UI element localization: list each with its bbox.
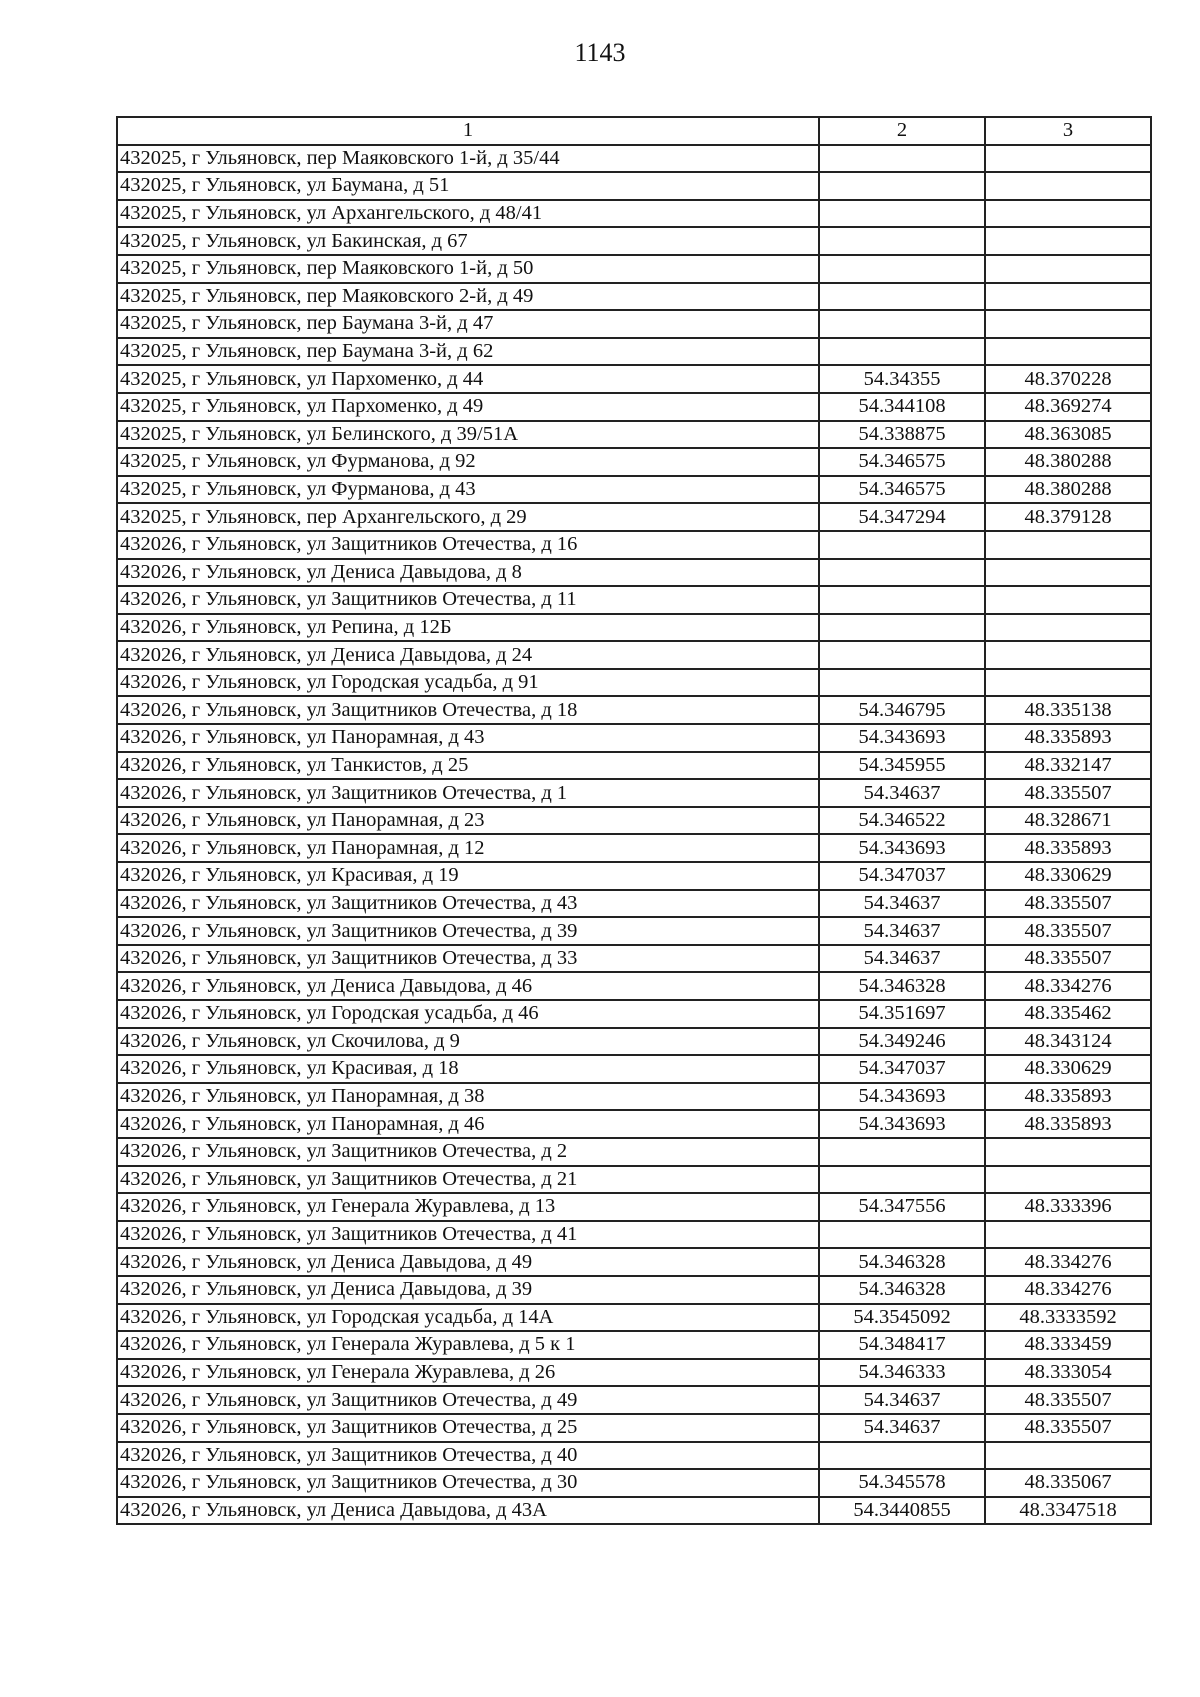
latitude-cell — [819, 172, 985, 200]
address-cell: 432026, г Ульяновск, ул Панорамная, д 38 — [117, 1083, 819, 1111]
page-number: 1143 — [574, 38, 626, 67]
address-cell: 432026, г Ульяновск, ул Панорамная, д 23 — [117, 807, 819, 835]
longitude-cell: 48.335138 — [985, 696, 1151, 724]
longitude-cell — [985, 172, 1151, 200]
table-row — [117, 834, 1151, 862]
table-row — [117, 1359, 1151, 1387]
address-cell: 432026, г Ульяновск, ул Защитников Отечества, д 30 — [117, 1469, 819, 1497]
table-row — [117, 393, 1151, 421]
latitude-cell: 54.3440855 — [819, 1497, 985, 1525]
longitude-cell — [985, 1221, 1151, 1249]
table-row — [117, 503, 1151, 531]
longitude-cell — [985, 1442, 1151, 1470]
longitude-cell — [985, 586, 1151, 614]
latitude-cell — [819, 145, 985, 173]
table-row — [117, 365, 1151, 393]
longitude-cell: 48.335893 — [985, 834, 1151, 862]
latitude-cell — [819, 1442, 985, 1470]
longitude-cell: 48.363085 — [985, 421, 1151, 449]
latitude-cell — [819, 586, 985, 614]
address-cell: 432026, г Ульяновск, ул Скочилова, д 9 — [117, 1028, 819, 1056]
longitude-cell — [985, 559, 1151, 587]
address-cell: 432026, г Ульяновск, ул Защитников Отечества, д 39 — [117, 917, 819, 945]
table-row — [117, 752, 1151, 780]
address-cell: 432026, г Ульяновск, ул Защитников Отечества, д 43 — [117, 890, 819, 918]
latitude-cell: 54.346333 — [819, 1359, 985, 1387]
latitude-cell: 54.34637 — [819, 779, 985, 807]
table-row — [117, 338, 1151, 366]
latitude-cell: 54.34637 — [819, 917, 985, 945]
address-cell: 432026, г Ульяновск, ул Защитников Отечества, д 49 — [117, 1386, 819, 1414]
latitude-cell — [819, 338, 985, 366]
table-row — [117, 669, 1151, 697]
longitude-cell: 48.3333592 — [985, 1304, 1151, 1332]
table-row — [117, 531, 1151, 559]
longitude-cell: 48.335507 — [985, 1414, 1151, 1442]
latitude-cell: 54.34637 — [819, 1414, 985, 1442]
table-row — [117, 1055, 1151, 1083]
latitude-cell — [819, 1166, 985, 1194]
address-cell: 432025, г Ульяновск, ул Белинского, д 39/51А — [117, 421, 819, 449]
latitude-cell — [819, 255, 985, 283]
address-cell: 432026, г Ульяновск, ул Защитников Отечества, д 1 — [117, 779, 819, 807]
longitude-cell: 48.335507 — [985, 779, 1151, 807]
latitude-cell: 54.343693 — [819, 1110, 985, 1138]
table-row — [117, 917, 1151, 945]
longitude-cell: 48.334276 — [985, 1276, 1151, 1304]
table-row — [117, 1386, 1151, 1414]
table-row — [117, 172, 1151, 200]
table-row — [117, 614, 1151, 642]
address-cell: 432025, г Ульяновск, пер Маяковского 2-й, д 49 — [117, 283, 819, 311]
address-cell: 432026, г Ульяновск, ул Красивая, д 19 — [117, 862, 819, 890]
address-cell: 432026, г Ульяновск, ул Генерала Журавлева, д 13 — [117, 1193, 819, 1221]
longitude-cell — [985, 145, 1151, 173]
table-header-row — [117, 117, 1151, 145]
table-row — [117, 1028, 1151, 1056]
table-row — [117, 145, 1151, 173]
table-row — [117, 1193, 1151, 1221]
latitude-cell: 54.34637 — [819, 945, 985, 973]
latitude-cell: 54.344108 — [819, 393, 985, 421]
address-cell: 432025, г Ульяновск, пер Баумана 3-й, д 47 — [117, 310, 819, 338]
address-cell: 432026, г Ульяновск, ул Танкистов, д 25 — [117, 752, 819, 780]
latitude-cell: 54.347556 — [819, 1193, 985, 1221]
address-cell: 432026, г Ульяновск, ул Генерала Журавлева, д 26 — [117, 1359, 819, 1387]
address-cell: 432025, г Ульяновск, ул Фурманова, д 92 — [117, 448, 819, 476]
address-cell: 432026, г Ульяновск, ул Защитников Отечества, д 18 — [117, 696, 819, 724]
address-cell: 432026, г Ульяновск, ул Городская усадьба, д 91 — [117, 669, 819, 697]
table-row — [117, 1331, 1151, 1359]
table-row — [117, 779, 1151, 807]
longitude-cell: 48.328671 — [985, 807, 1151, 835]
address-cell: 432026, г Ульяновск, ул Защитников Отечества, д 2 — [117, 1138, 819, 1166]
address-cell: 432025, г Ульяновск, пер Маяковского 1-й, д 50 — [117, 255, 819, 283]
table-row — [117, 1166, 1151, 1194]
latitude-cell: 54.346328 — [819, 972, 985, 1000]
table-row — [117, 807, 1151, 835]
longitude-cell — [985, 283, 1151, 311]
latitude-cell: 54.345955 — [819, 752, 985, 780]
column-header-address: 1 — [117, 117, 819, 145]
table-row — [117, 283, 1151, 311]
latitude-cell — [819, 614, 985, 642]
longitude-cell: 48.333396 — [985, 1193, 1151, 1221]
table-row — [117, 310, 1151, 338]
address-cell: 432025, г Ульяновск, пер Архангельского, д 29 — [117, 503, 819, 531]
longitude-cell — [985, 227, 1151, 255]
table-row — [117, 1497, 1151, 1525]
latitude-cell: 54.345578 — [819, 1469, 985, 1497]
latitude-cell: 54.347037 — [819, 862, 985, 890]
table-row — [117, 421, 1151, 449]
latitude-cell: 54.347037 — [819, 1055, 985, 1083]
longitude-cell — [985, 1166, 1151, 1194]
latitude-cell: 54.346795 — [819, 696, 985, 724]
latitude-cell: 54.346575 — [819, 476, 985, 504]
table-row — [117, 1248, 1151, 1276]
longitude-cell: 48.332147 — [985, 752, 1151, 780]
table-row — [117, 255, 1151, 283]
address-cell: 432025, г Ульяновск, ул Архангельского, д 48/41 — [117, 200, 819, 228]
address-cell: 432026, г Ульяновск, ул Панорамная, д 43 — [117, 724, 819, 752]
latitude-cell — [819, 669, 985, 697]
longitude-cell — [985, 641, 1151, 669]
table-row — [117, 890, 1151, 918]
table-row — [117, 1083, 1151, 1111]
table-row — [117, 862, 1151, 890]
latitude-cell: 54.343693 — [819, 834, 985, 862]
latitude-cell: 54.347294 — [819, 503, 985, 531]
latitude-cell: 54.34637 — [819, 890, 985, 918]
address-table — [116, 116, 1152, 1525]
longitude-cell: 48.379128 — [985, 503, 1151, 531]
longitude-cell: 48.380288 — [985, 476, 1151, 504]
address-cell: 432025, г Ульяновск, пер Маяковского 1-й, д 35/44 — [117, 145, 819, 173]
longitude-cell — [985, 310, 1151, 338]
longitude-cell: 48.335507 — [985, 890, 1151, 918]
longitude-cell: 48.330629 — [985, 1055, 1151, 1083]
latitude-cell: 54.351697 — [819, 1000, 985, 1028]
table-row — [117, 227, 1151, 255]
longitude-cell: 48.335507 — [985, 945, 1151, 973]
longitude-cell — [985, 255, 1151, 283]
table-row — [117, 724, 1151, 752]
address-cell: 432025, г Ульяновск, ул Пархоменко, д 44 — [117, 365, 819, 393]
longitude-cell: 48.333054 — [985, 1359, 1151, 1387]
latitude-cell: 54.338875 — [819, 421, 985, 449]
latitude-cell — [819, 1138, 985, 1166]
latitude-cell — [819, 531, 985, 559]
address-cell: 432026, г Ульяновск, ул Защитников Отечества, д 11 — [117, 586, 819, 614]
longitude-cell: 48.370228 — [985, 365, 1151, 393]
longitude-cell — [985, 338, 1151, 366]
address-cell: 432026, г Ульяновск, ул Защитников Отечества, д 16 — [117, 531, 819, 559]
longitude-cell: 48.3347518 — [985, 1497, 1151, 1525]
address-cell: 432026, г Ульяновск, ул Защитников Отечества, д 25 — [117, 1414, 819, 1442]
table-row — [117, 641, 1151, 669]
latitude-cell: 54.34637 — [819, 1386, 985, 1414]
table-row — [117, 1276, 1151, 1304]
latitude-cell: 54.343693 — [819, 724, 985, 752]
address-cell: 432026, г Ульяновск, ул Городская усадьба, д 46 — [117, 1000, 819, 1028]
longitude-cell: 48.334276 — [985, 972, 1151, 1000]
latitude-cell — [819, 283, 985, 311]
longitude-cell — [985, 531, 1151, 559]
address-cell: 432026, г Ульяновск, ул Защитников Отечества, д 40 — [117, 1442, 819, 1470]
longitude-cell: 48.335462 — [985, 1000, 1151, 1028]
longitude-cell: 48.334276 — [985, 1248, 1151, 1276]
column-header-longitude: 3 — [985, 117, 1151, 145]
longitude-cell: 48.369274 — [985, 393, 1151, 421]
table-row — [117, 945, 1151, 973]
longitude-cell: 48.380288 — [985, 448, 1151, 476]
address-cell: 432025, г Ульяновск, ул Пархоменко, д 49 — [117, 393, 819, 421]
longitude-cell — [985, 669, 1151, 697]
latitude-cell — [819, 1221, 985, 1249]
latitude-cell — [819, 641, 985, 669]
table-body — [117, 145, 1151, 1525]
latitude-cell — [819, 200, 985, 228]
longitude-cell: 48.330629 — [985, 862, 1151, 890]
address-cell: 432026, г Ульяновск, ул Защитников Отечества, д 41 — [117, 1221, 819, 1249]
longitude-cell: 48.343124 — [985, 1028, 1151, 1056]
table-row — [117, 1000, 1151, 1028]
table-row — [117, 1221, 1151, 1249]
address-cell: 432026, г Ульяновск, ул Генерала Журавлева, д 5 к 1 — [117, 1331, 819, 1359]
table-row — [117, 1304, 1151, 1332]
table-row — [117, 200, 1151, 228]
address-cell: 432026, г Ульяновск, ул Защитников Отечества, д 21 — [117, 1166, 819, 1194]
table-row — [117, 1469, 1151, 1497]
latitude-cell: 54.346328 — [819, 1248, 985, 1276]
address-cell: 432026, г Ульяновск, ул Панорамная, д 12 — [117, 834, 819, 862]
table-row — [117, 586, 1151, 614]
longitude-cell: 48.335893 — [985, 1110, 1151, 1138]
longitude-cell: 48.335893 — [985, 1083, 1151, 1111]
table-row — [117, 1138, 1151, 1166]
address-cell: 432026, г Ульяновск, ул Дениса Давыдова, д 24 — [117, 641, 819, 669]
address-cell: 432026, г Ульяновск, ул Городская усадьба, д 14А — [117, 1304, 819, 1332]
latitude-cell — [819, 559, 985, 587]
longitude-cell: 48.335067 — [985, 1469, 1151, 1497]
address-cell: 432025, г Ульяновск, ул Бакинская, д 67 — [117, 227, 819, 255]
address-cell: 432026, г Ульяновск, ул Дениса Давыдова, д 43А — [117, 1497, 819, 1525]
longitude-cell: 48.335893 — [985, 724, 1151, 752]
address-cell: 432026, г Ульяновск, ул Дениса Давыдова, д 46 — [117, 972, 819, 1000]
latitude-cell: 54.343693 — [819, 1083, 985, 1111]
longitude-cell — [985, 1138, 1151, 1166]
address-cell: 432026, г Ульяновск, ул Панорамная, д 46 — [117, 1110, 819, 1138]
latitude-cell: 54.346575 — [819, 448, 985, 476]
address-cell: 432026, г Ульяновск, ул Красивая, д 18 — [117, 1055, 819, 1083]
address-cell: 432026, г Ульяновск, ул Репина, д 12Б — [117, 614, 819, 642]
longitude-cell — [985, 200, 1151, 228]
longitude-cell: 48.335507 — [985, 917, 1151, 945]
column-header-latitude: 2 — [819, 117, 985, 145]
latitude-cell — [819, 310, 985, 338]
address-cell: 432025, г Ульяновск, пер Баумана 3-й, д 62 — [117, 338, 819, 366]
table-row — [117, 476, 1151, 504]
table-row — [117, 559, 1151, 587]
latitude-cell: 54.348417 — [819, 1331, 985, 1359]
table-row — [117, 1442, 1151, 1470]
address-cell: 432025, г Ульяновск, ул Фурманова, д 43 — [117, 476, 819, 504]
longitude-cell: 48.333459 — [985, 1331, 1151, 1359]
address-cell: 432026, г Ульяновск, ул Дениса Давыдова, д 8 — [117, 559, 819, 587]
longitude-cell — [985, 614, 1151, 642]
address-cell: 432026, г Ульяновск, ул Дениса Давыдова, д 49 — [117, 1248, 819, 1276]
table-row — [117, 1414, 1151, 1442]
table-row — [117, 1110, 1151, 1138]
latitude-cell: 54.346328 — [819, 1276, 985, 1304]
table-row — [117, 696, 1151, 724]
table-row — [117, 972, 1151, 1000]
latitude-cell: 54.346522 — [819, 807, 985, 835]
latitude-cell: 54.349246 — [819, 1028, 985, 1056]
address-cell: 432025, г Ульяновск, ул Баумана, д 51 — [117, 172, 819, 200]
table-row — [117, 448, 1151, 476]
latitude-cell — [819, 227, 985, 255]
latitude-cell: 54.34355 — [819, 365, 985, 393]
latitude-cell: 54.3545092 — [819, 1304, 985, 1332]
address-cell: 432026, г Ульяновск, ул Дениса Давыдова, д 39 — [117, 1276, 819, 1304]
longitude-cell: 48.335507 — [985, 1386, 1151, 1414]
address-cell: 432026, г Ульяновск, ул Защитников Отечества, д 33 — [117, 945, 819, 973]
